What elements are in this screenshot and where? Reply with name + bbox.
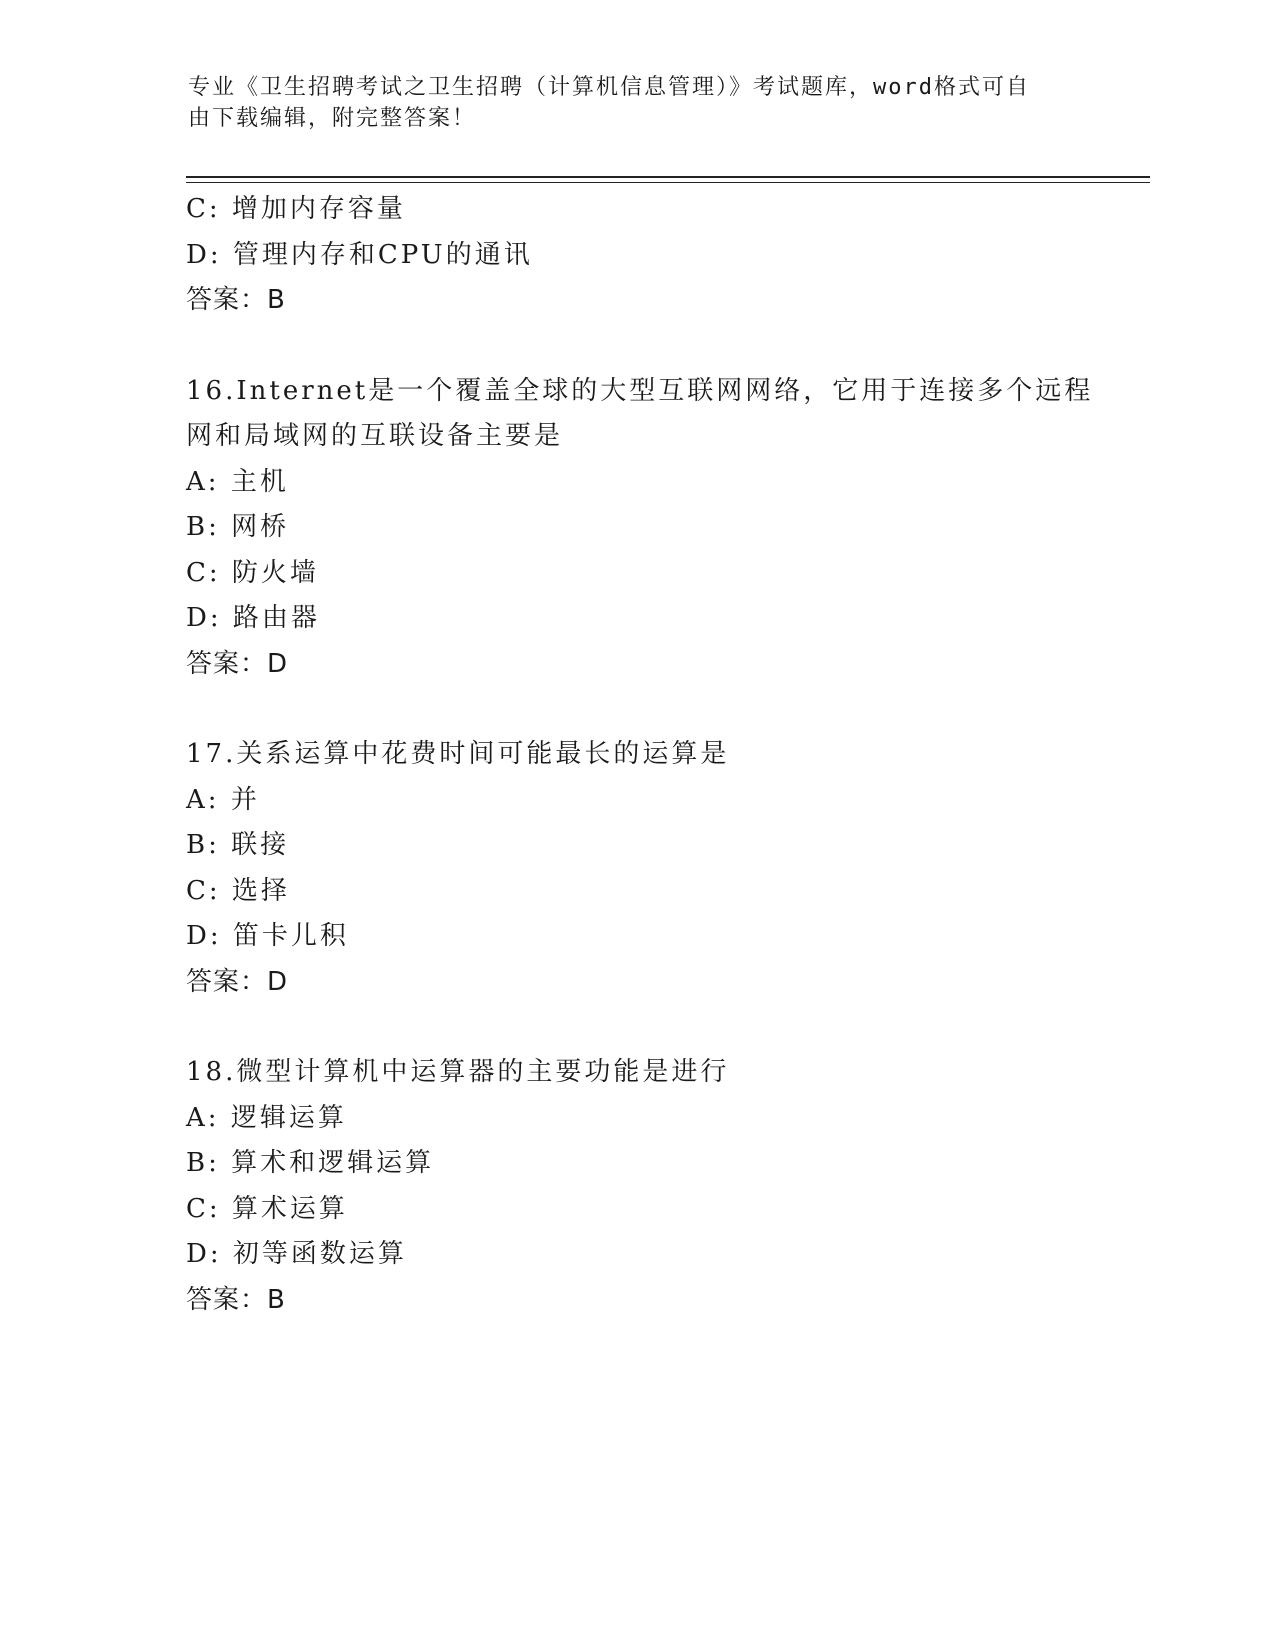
option-letter: D: bbox=[186, 239, 222, 270]
option-d bbox=[186, 914, 1126, 960]
option-text: 算术运算 bbox=[231, 1193, 348, 1224]
header-divider-top bbox=[186, 176, 1150, 178]
option-letter: A: bbox=[186, 784, 220, 815]
option-letter: D: bbox=[186, 1239, 222, 1269]
option-letter: B: bbox=[186, 512, 220, 542]
option-a bbox=[186, 460, 1126, 506]
option-letter: C: bbox=[186, 1193, 221, 1224]
option-letter: D: bbox=[186, 921, 222, 951]
option-c bbox=[186, 1187, 1126, 1233]
question-stem-cont: 网和局域网的互联设备主要是 bbox=[186, 421, 564, 451]
option-text: 算术和逻辑运算 bbox=[231, 1148, 435, 1178]
header-line-2: 由下载编辑，附完整答案！ bbox=[188, 106, 477, 131]
option-d bbox=[186, 1232, 1126, 1278]
option-b bbox=[186, 1141, 1126, 1187]
answer-line: 答案：B bbox=[186, 1284, 286, 1315]
spacer bbox=[186, 1005, 1126, 1050]
answer-line: 答案：D bbox=[186, 648, 289, 679]
question-block-18 bbox=[186, 1050, 1126, 1323]
header-divider-bottom bbox=[186, 182, 1150, 183]
option-d bbox=[186, 233, 1126, 279]
option-letter: C: bbox=[186, 557, 221, 588]
option-c bbox=[186, 869, 1126, 915]
option-letter: A: bbox=[186, 466, 220, 497]
option-letter: C: bbox=[186, 875, 221, 906]
option-letter: C: bbox=[186, 194, 221, 224]
option-text: 笛卡儿积 bbox=[232, 921, 349, 951]
option-b bbox=[186, 505, 1126, 551]
option-letter: B: bbox=[186, 830, 220, 860]
option-text: 选择 bbox=[231, 875, 290, 906]
option-d bbox=[186, 596, 1126, 642]
spacer bbox=[186, 324, 1126, 369]
option-text: 网桥 bbox=[231, 512, 290, 542]
question-list bbox=[186, 187, 1126, 1323]
option-text: 并 bbox=[230, 784, 260, 815]
answer-line: 答案：B bbox=[186, 285, 286, 315]
page-header bbox=[188, 72, 1068, 134]
question-stem: 17.关系运算中花费时间可能最长的运算是 bbox=[186, 739, 730, 769]
question-block-15-continued bbox=[186, 187, 1126, 324]
option-text: 增加内存容量 bbox=[231, 194, 406, 224]
question-block-16 bbox=[186, 369, 1126, 688]
option-text: 管理内存和CPU的通讯 bbox=[232, 239, 533, 270]
option-text: 路由器 bbox=[232, 603, 320, 633]
question-stem: 16.Internet是一个覆盖全球的大型互联网网络，它用于连接多个远程 bbox=[186, 375, 1094, 406]
option-letter: A: bbox=[186, 1102, 220, 1133]
header-line-1: 专业《卫生招聘考试之卫生招聘（计算机信息管理）》考试题库，word格式可自 bbox=[188, 75, 1030, 100]
option-text: 防火墙 bbox=[231, 557, 319, 588]
option-text: 逻辑运算 bbox=[230, 1102, 347, 1133]
option-c bbox=[186, 551, 1126, 597]
answer-line: 答案：D bbox=[186, 966, 289, 997]
option-a bbox=[186, 1096, 1126, 1142]
option-text: 初等函数运算 bbox=[232, 1239, 407, 1269]
question-block-17 bbox=[186, 732, 1126, 1005]
option-b bbox=[186, 823, 1126, 869]
option-text: 主机 bbox=[230, 466, 289, 497]
option-letter: B: bbox=[186, 1148, 220, 1178]
option-letter: D: bbox=[186, 603, 222, 633]
question-stem: 18.微型计算机中运算器的主要功能是进行 bbox=[186, 1057, 730, 1087]
option-c bbox=[186, 187, 1126, 233]
spacer bbox=[186, 687, 1126, 732]
option-a bbox=[186, 778, 1126, 824]
option-text: 联接 bbox=[231, 830, 290, 860]
